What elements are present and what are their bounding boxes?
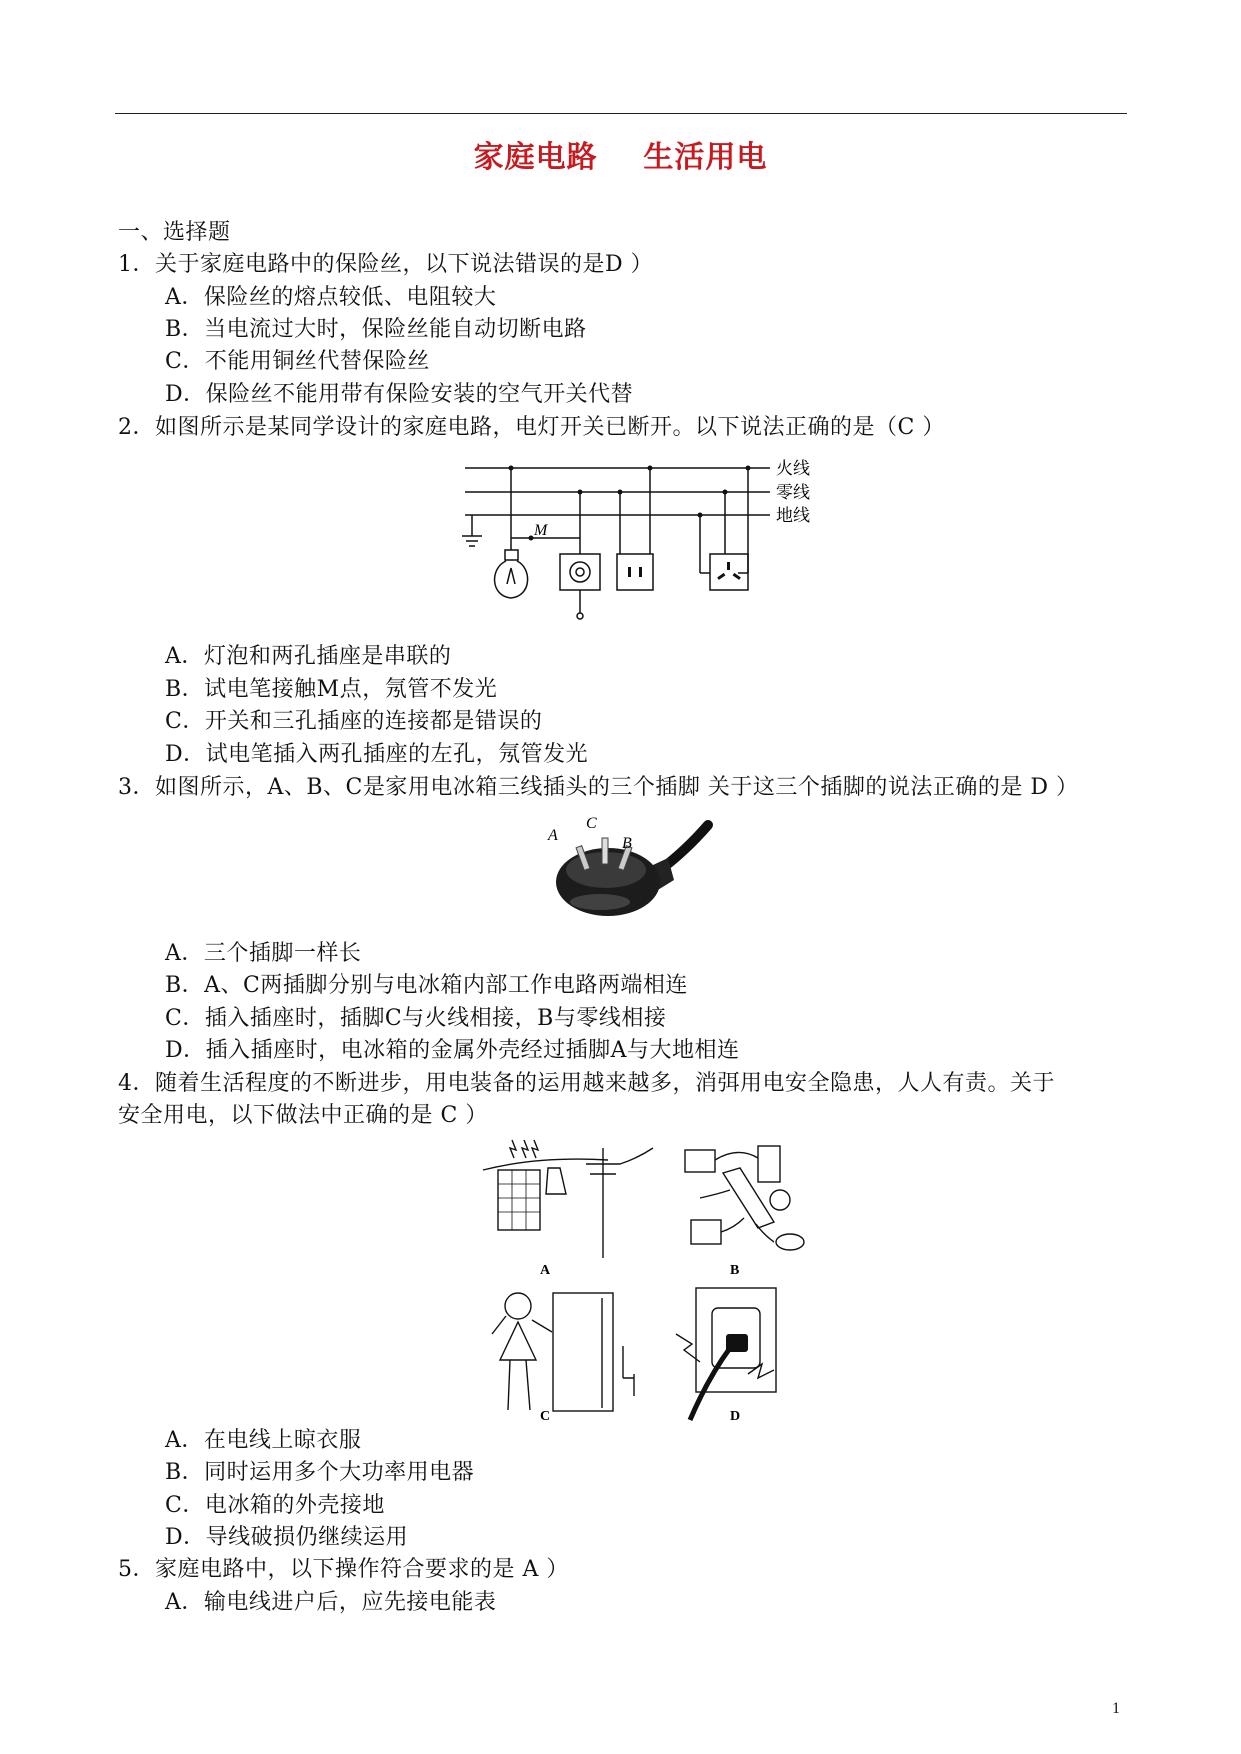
pin-c-label: C — [586, 815, 597, 832]
pin-b-label: B — [622, 835, 632, 852]
q4-option-d: D．导线破损仍继续运用 — [165, 1525, 409, 1550]
q2-option-a: A．灯泡和两孔插座是串联的 — [165, 644, 452, 669]
pin-a-label: A — [548, 827, 558, 844]
neutral-wire-label: 零线 — [776, 483, 810, 503]
q2-option-d: D．试电笔插入两孔插座的左孔，氖管发光 — [165, 742, 589, 767]
q4-option-a: A．在电线上晾衣服 — [165, 1428, 362, 1453]
q1-option-c: C．不能用铜丝代替保险丝 — [165, 349, 430, 374]
three-pin-plug-image — [540, 810, 710, 925]
page-title: 家庭电路 生活用电 — [473, 140, 768, 175]
q3-option-c: C．插入插座时，插脚C与火线相接，B与零线相接 — [165, 1006, 667, 1031]
scene-d-label: D — [730, 1409, 741, 1424]
q5-option-a: A．输电线进户后，应先接电能表 — [165, 1590, 497, 1615]
household-circuit-diagram — [460, 458, 840, 628]
scene-a-label: A — [540, 1263, 551, 1278]
earth-wire-label: 地线 — [776, 506, 810, 526]
q4-option-b: B．同时运用多个大功率用电器 — [165, 1460, 475, 1485]
point-m-label: M — [534, 522, 548, 539]
q2-option-b: B．试电笔接触M点，氖管不发光 — [165, 677, 498, 702]
q1-option-a: A．保险丝的熔点较低、电阻较大 — [165, 285, 497, 310]
question-5-stem: 5．家庭电路中，以下操作符合要求的是 A ） — [118, 1557, 569, 1582]
question-4-stem-cont: 安全用电，以下做法中正确的是 C ） — [118, 1103, 488, 1128]
page-number: 1 — [1112, 1700, 1120, 1717]
question-2-stem: 2．如图所示是某同学设计的家庭电路，电灯开关已断开。以下说法正确的是（C ） — [118, 415, 945, 440]
electrical-safety-scenes — [478, 1138, 818, 1424]
header-rule — [115, 113, 1127, 114]
question-1-stem: 1．关于家庭电路中的保险丝，以下说法错误的是D ） — [118, 252, 654, 277]
q2-option-c: C．开关和三孔插座的连接都是错误的 — [165, 709, 543, 734]
section-heading: 一、选择题 — [118, 220, 231, 245]
live-wire-label: 火线 — [776, 459, 810, 479]
q3-option-d: D．插入插座时，电冰箱的金属外壳经过插脚A与大地相连 — [165, 1038, 740, 1063]
question-4-stem: 4．随着生活程度的不断进步，用电装备的运用越来越多，消弭用电安全隐患，人人有责。关于 — [118, 1071, 1056, 1096]
question-3-stem: 3．如图所示，A、B、C是家用电冰箱三线插头的三个插脚 关于这三个插脚的说法正确的是 D ） — [118, 775, 1079, 800]
scene-c-label: C — [540, 1409, 551, 1424]
scene-b-label: B — [730, 1263, 740, 1278]
q3-option-b: B．A、C两插脚分别与电冰箱内部工作电路两端相连 — [165, 973, 688, 998]
q1-option-b: B．当电流过大时，保险丝能自动切断电路 — [165, 317, 587, 342]
q4-option-c: C．电冰箱的外壳接地 — [165, 1493, 385, 1518]
q1-option-d: D．保险丝不能用带有保险安装的空气开关代替 — [165, 382, 634, 407]
q3-option-a: A．三个插脚一样长 — [165, 941, 362, 966]
